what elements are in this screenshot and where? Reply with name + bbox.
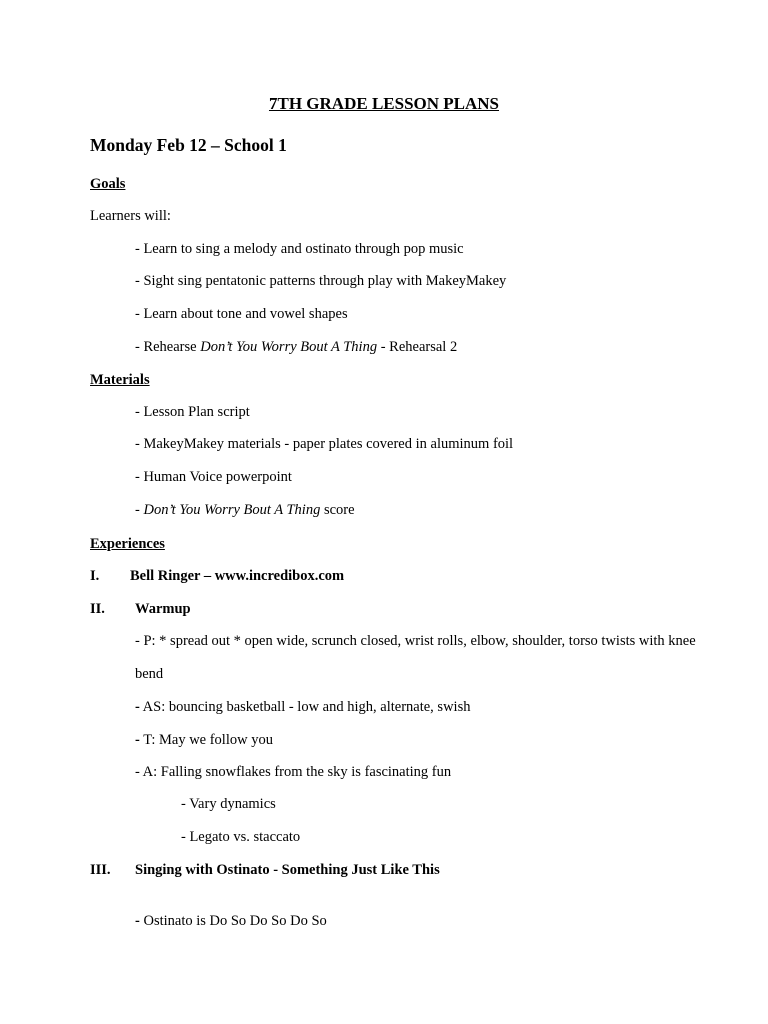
section-heading-warmup: Warmup [135,601,191,617]
goals-intro: Learners will: [90,208,171,224]
warmup-item [135,699,470,716]
item-dash: - [135,699,140,715]
score-suffix: score [320,502,355,518]
section-numeral: II. [90,601,105,617]
song-title: Don’t You Worry Bout A Thing [143,502,321,518]
materials-heading: Materials [90,372,150,388]
item-dash: - [135,913,140,929]
section-heading-ostinato: Singing with Ostinato - Something Just Like This [135,862,440,878]
material-item: - MakeyMakey materials - paper plates covered in aluminum foil [135,436,514,452]
goal-item: - Learn about tone and vowel shapes [135,306,348,322]
warmup-sub-item: - Legato vs. staccato [181,829,301,845]
song-title: Don’t You Worry Bout A Thing [200,339,378,355]
goal-item-rehearse [135,339,457,356]
material-item: - Human Voice powerpoint [135,469,292,485]
warmup-item: - A: Falling snowflakes from the sky is fascinating fun [135,764,452,780]
rehearse-suffix: - Rehearsal 2 [377,339,458,355]
warmup-item [135,732,273,749]
material-item-score [135,502,355,519]
item-dash: - [135,732,140,748]
goals-heading: Goals [90,176,126,192]
warmup-item-continued: bend [135,666,164,682]
page-title: 7TH GRADE LESSON PLANS [268,94,500,113]
score-prefix: - [135,502,144,518]
item-text: Ostinato is Do So Do So Do So [139,913,327,929]
ostinato-item [135,913,327,930]
experiences-heading: Experiences [90,536,165,552]
warmup-item: - P: * spread out * open wide, scrunch closed, wrist rolls, elbow, shoulder, torso twists with knee [135,633,696,649]
section-heading-bell-ringer: Bell Ringer – www.incredibox.com [130,568,345,584]
material-item: - Lesson Plan script [135,404,250,420]
section-numeral: III. [90,862,111,878]
warmup-sub-item: - Vary dynamics [181,796,276,812]
day-heading: Monday Feb 12 – School 1 [90,135,287,155]
item-text: T: May we follow you [139,732,273,748]
section-numeral: I. [90,568,100,584]
rehearse-prefix: - Rehearse [135,339,201,355]
goal-item: - Learn to sing a melody and ostinato through pop music [135,241,464,257]
item-text: AS: bouncing basketball - low and high, alternate, swish [139,699,471,715]
goal-item: - Sight sing pentatonic patterns through play with MakeyMakey [135,273,507,289]
